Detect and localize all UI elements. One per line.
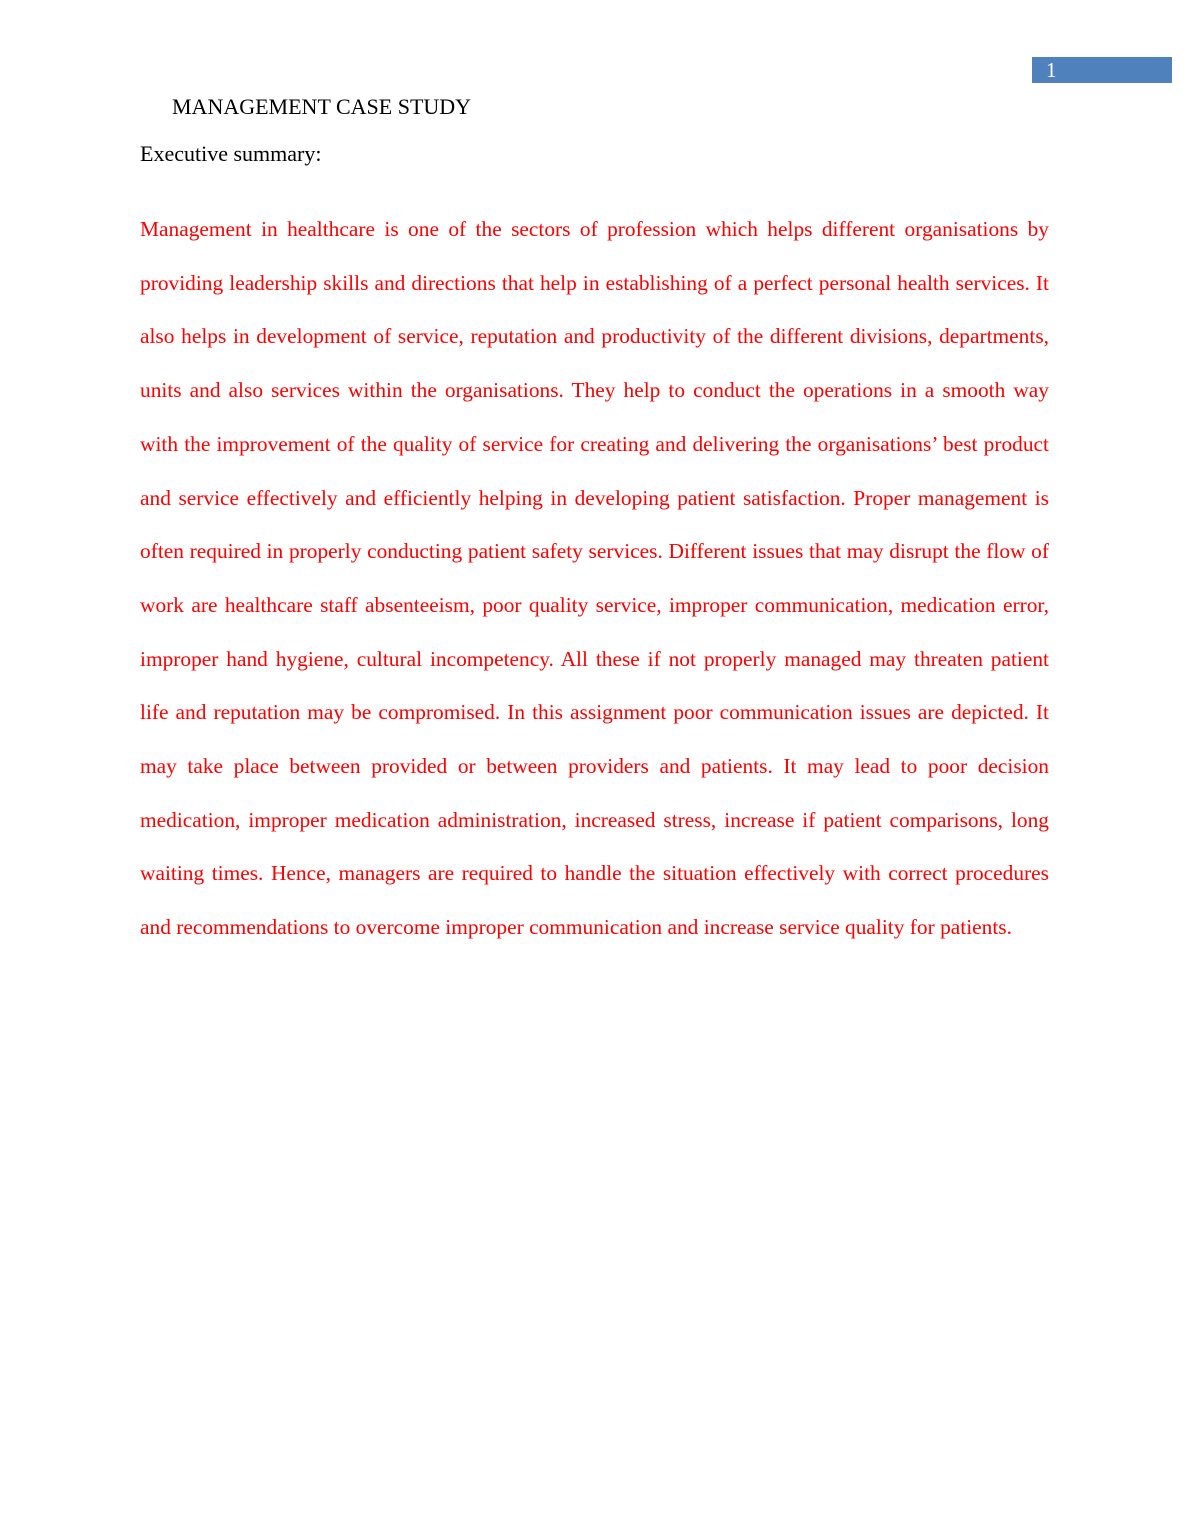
- body-paragraph: Management in healthcare is one of the sectors of profession which helps different organisations by providing leadership skills and directions that help in establishing of a perfect personal health services. It also helps in development of service, reputation and productivity of the different divisions, departments, units and also services within the organisations. They help to conduct the operations in a smooth way with the improvement of the quality of service for creating and delivering the organisations’ best product and service effectively and efficiently helping in developing patient satisfaction. Proper management is often required in properly conducting patient safety services. Different issues that may disrupt the flow of work are healthcare staff absenteeism, poor quality service, improper communication, medication error, improper hand hygiene, cultural incompetency. All these if not properly managed may threaten patient life and reputation may be compromised. In this assignment poor communication issues are depicted. It may take place between provided or between providers and patients. It may lead to poor decision medication, improper medication administration, increased stress, increase if patient comparisons, long waiting times. Hence, managers are required to handle the situation effectively with correct procedures and recommendations to overcome improper communication and increase service quality for patients.: [140, 217, 1049, 940]
- running-head: MANAGEMENT CASE STUDY: [172, 94, 472, 119]
- page-number-badge: 1: [1032, 57, 1172, 83]
- section-heading: Executive summary:: [140, 141, 322, 166]
